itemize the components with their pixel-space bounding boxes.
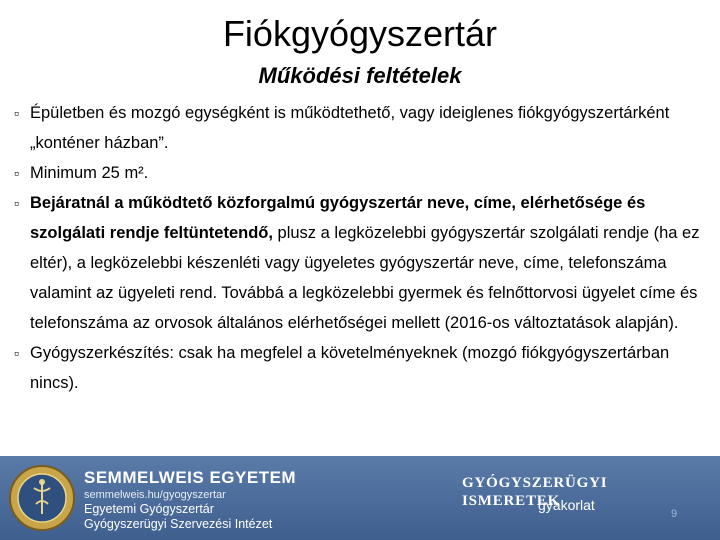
course-subtitle: gyakorlat [538, 497, 595, 513]
slide-title: Fiókgyógyszertár [222, 13, 498, 54]
department-line-1: Egyetemi Gyógyszertár [84, 502, 214, 516]
small-square-icon: ▫ [14, 105, 19, 121]
small-square-icon: ▫ [14, 195, 19, 211]
bullet-text: Gyógyszerkészítés: csak ha megfelel a követelményeknek (mozgó fiókgyógyszertárban nincs). [30, 344, 670, 392]
university-url: semmelweis.hu/gyogyszertar [84, 489, 226, 501]
footer-band [0, 456, 720, 540]
bullet-text: Minimum 25 m². [30, 164, 149, 182]
bullet-text: Épületben és mozgó egységként is működtethető, vagy ideiglenes fiókgyógyszertárként „konténer házban”. [30, 104, 670, 152]
university-name: SEMMELWEIS EGYETEM [84, 468, 297, 487]
list-item [14, 158, 708, 188]
bullet-bold-text: Bejáratnál a működtető közforgalmú gyógyszertár neve, címe, elérhetősége és szolgálati rendje feltüntetendő, [30, 194, 646, 242]
semmelweis-seal-icon [8, 464, 76, 532]
course-title: GYÓGYSZERÜGYI ISMERETEK [462, 475, 608, 509]
bullet-text: plusz a legközelebbi gyógyszertár szolgálati rendje (ha ez eltér), a legközelebbi készenléti vagy ügyeletes gyógyszertár neve, címe, telefonszáma valamint az ügyeleti rend. Továbbá a legközelebbi gyermek és felnőttorvosi ügyelet címe és telefonszáma az orvosok általános elérhetőségei mellett (2016-os változtatások alapján). [30, 224, 700, 332]
list-item [14, 338, 708, 398]
small-square-icon: ▫ [14, 345, 19, 361]
slide-subtitle: Működési feltételek [258, 63, 462, 88]
university-brand [84, 468, 296, 532]
page-number: 9 [670, 508, 678, 520]
list-item [14, 188, 708, 338]
small-square-icon: ▫ [14, 165, 19, 181]
department-line-2: Gyógyszerügyi Szervezési Intézet [84, 517, 273, 531]
bullet-list [14, 98, 708, 398]
list-item [14, 98, 708, 158]
